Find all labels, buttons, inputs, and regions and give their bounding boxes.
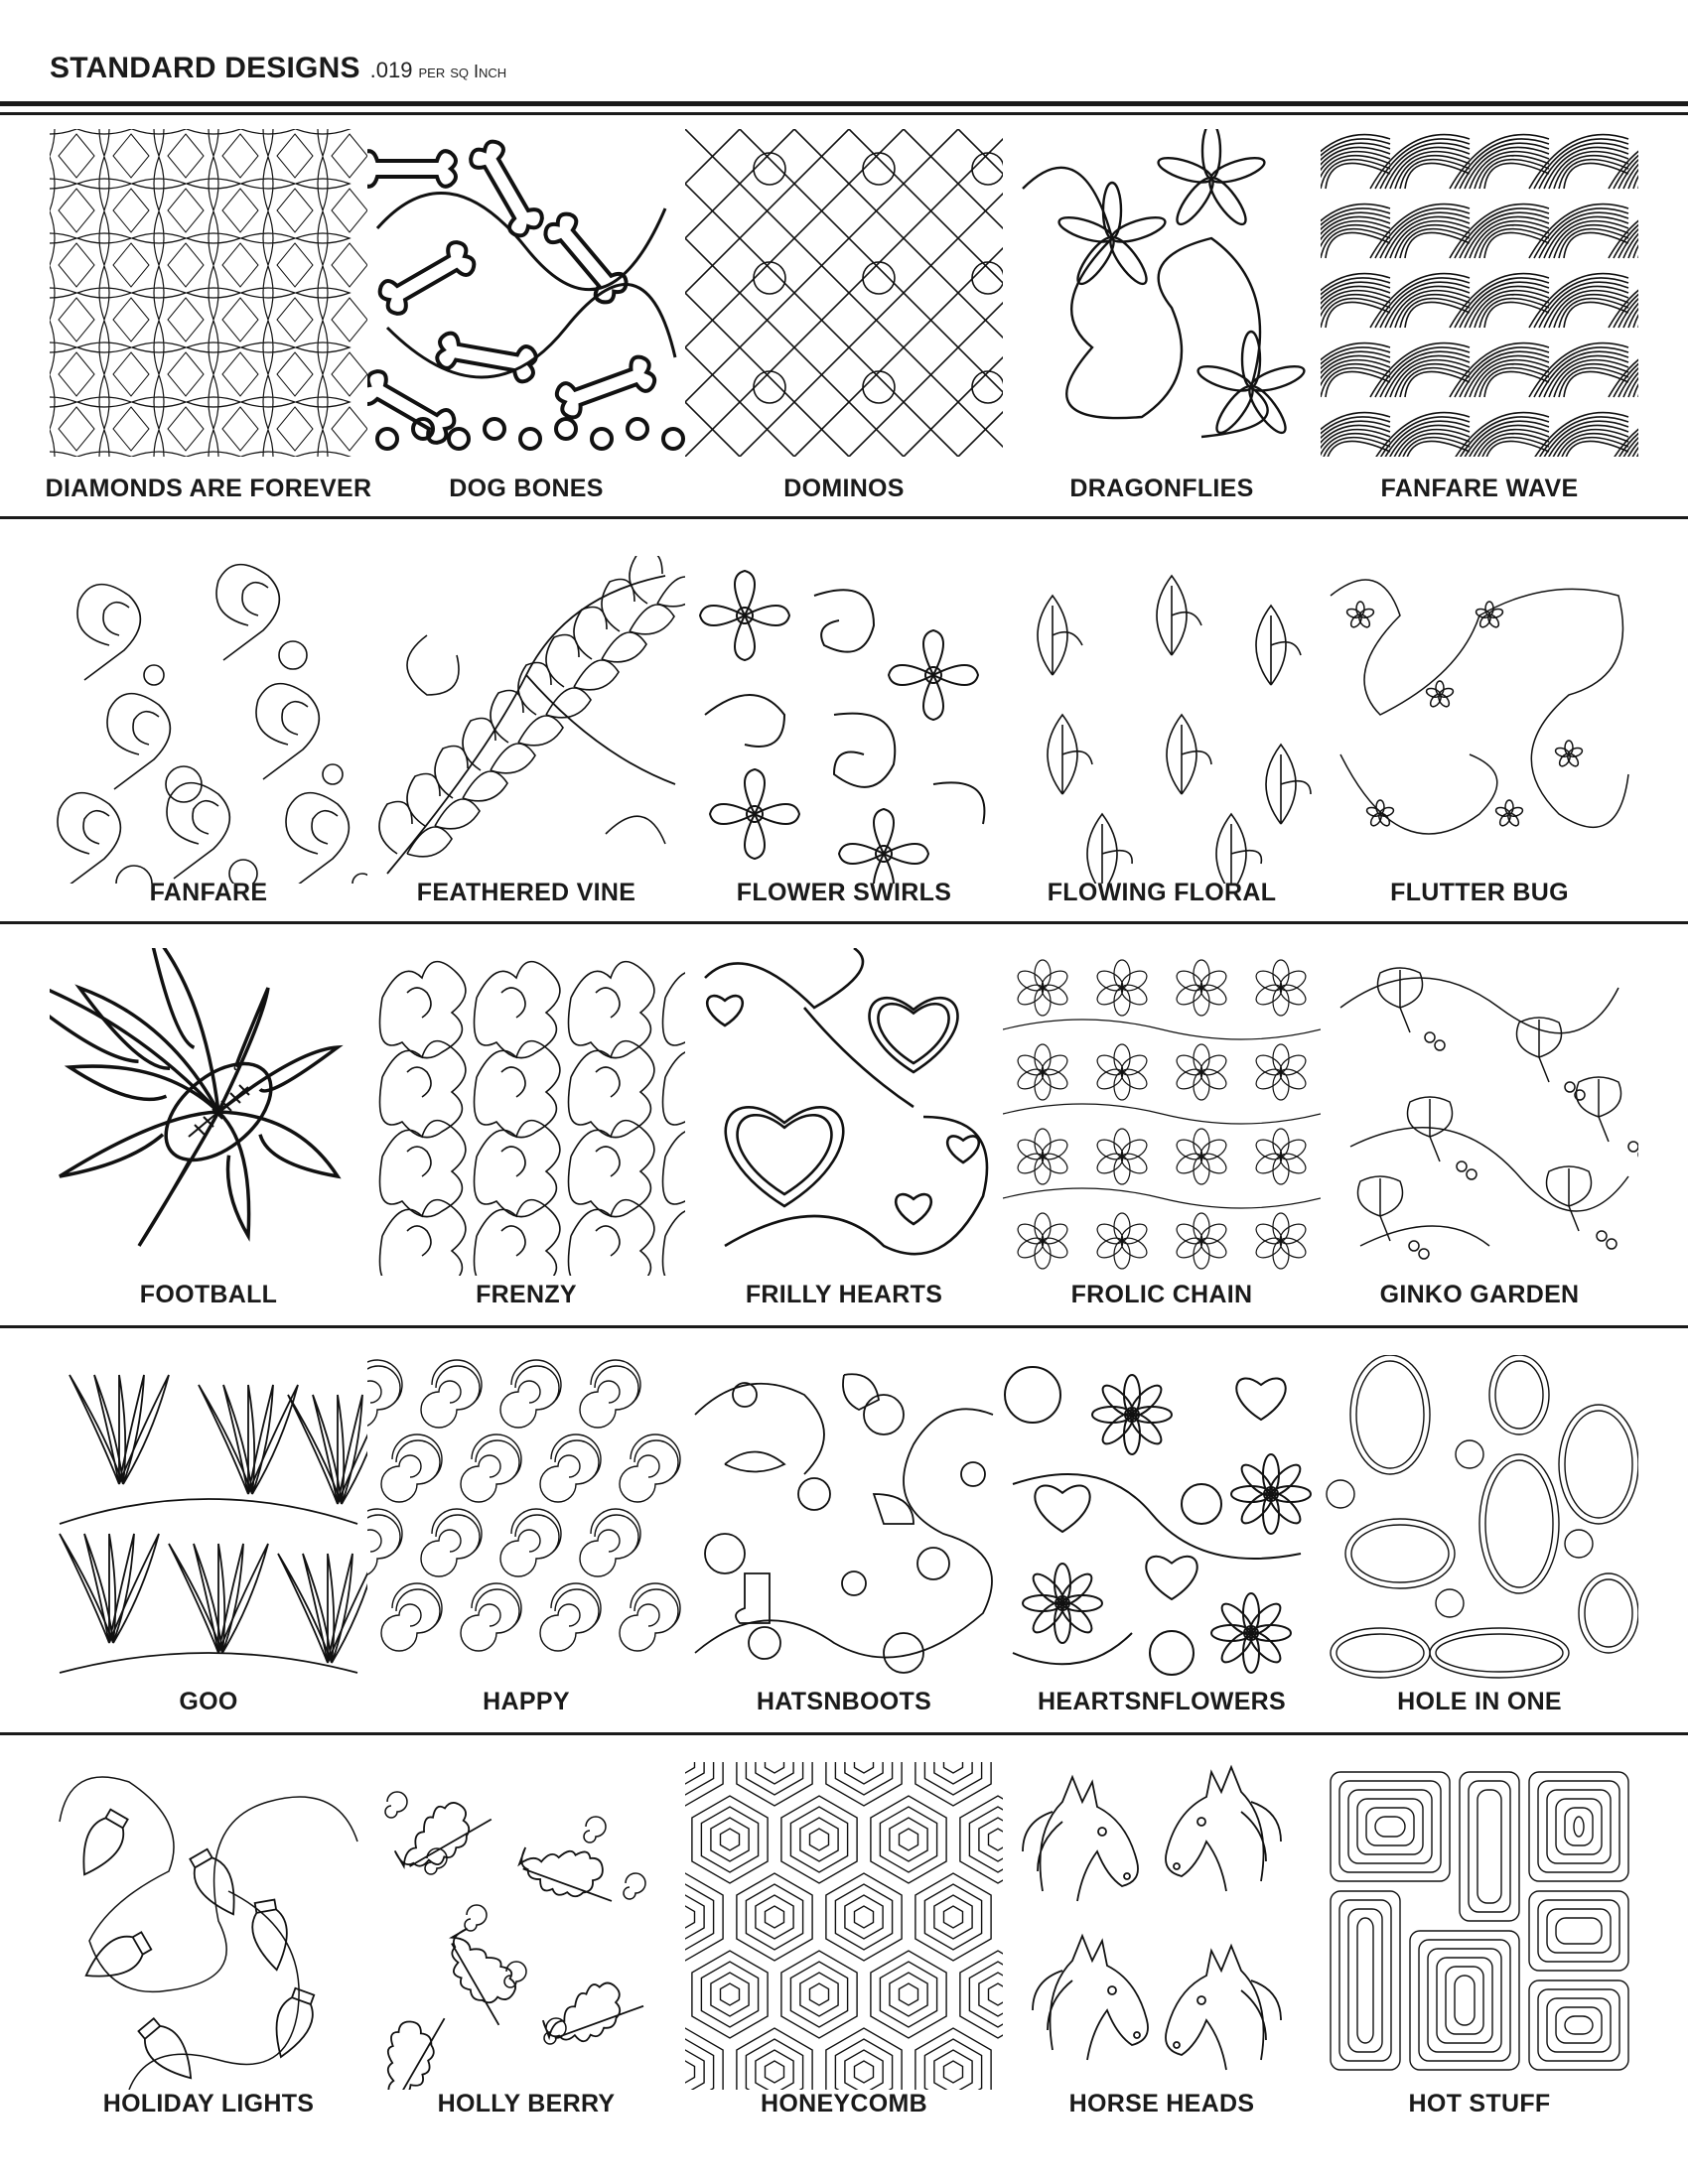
design-pattern-image — [367, 129, 685, 457]
design-name-label: FRILLY HEARTS — [745, 1281, 943, 1308]
page-header — [50, 52, 506, 91]
design-name-label: DRAGONFLIES — [1069, 475, 1254, 502]
design-pattern-image — [50, 129, 367, 457]
page-title: STANDARD DESIGNS — [50, 52, 360, 84]
design-name-label: HOLLY BERRY — [437, 2090, 616, 2117]
design-pattern-image — [685, 556, 1003, 884]
design-pattern-image — [1321, 129, 1638, 457]
design-pattern-image — [367, 1355, 685, 1683]
design-name-label: FANFARE WAVE — [1380, 475, 1579, 502]
design-pattern-image — [1321, 1355, 1638, 1683]
design-name-label: HOLE IN ONE — [1397, 1688, 1562, 1715]
design-pattern-image — [367, 1762, 685, 2090]
design-pattern-image — [1003, 948, 1321, 1276]
design-pattern-image — [50, 948, 367, 1276]
design-name-label: HAPPY — [483, 1688, 570, 1715]
design-name-label: FOOTBALL — [139, 1281, 278, 1308]
design-name-label: FRENZY — [476, 1281, 577, 1308]
design-name-label: HATSNBOOTS — [756, 1688, 932, 1715]
row-divider — [0, 921, 1688, 924]
design-pattern-image — [1003, 129, 1321, 457]
header-rule-thick — [0, 101, 1688, 106]
design-pattern-image — [1003, 556, 1321, 884]
row-divider — [0, 1325, 1688, 1328]
design-name-label: HOT STUFF — [1408, 2090, 1551, 2117]
design-pattern-image — [50, 1355, 367, 1683]
design-pattern-image — [50, 1762, 367, 2090]
design-name-label: GOO — [179, 1688, 238, 1715]
design-name-label: FLUTTER BUG — [1390, 879, 1569, 906]
header-rule-thin — [0, 112, 1688, 115]
design-name-label: FLOWING FLORAL — [1047, 879, 1277, 906]
design-name-label: HOLIDAY LIGHTS — [102, 2090, 315, 2117]
design-pattern-image — [367, 556, 685, 884]
design-pattern-image — [1321, 948, 1638, 1276]
design-name-label: DIAMONDS ARE FOREVER — [45, 475, 372, 502]
design-pattern-image — [685, 948, 1003, 1276]
design-pattern-image — [685, 129, 1003, 457]
design-name-label: HEARTSNFLOWERS — [1037, 1688, 1287, 1715]
price-value: .019 — [369, 58, 413, 82]
design-name-label: HONEYCOMB — [761, 2090, 927, 2117]
design-pattern-image — [685, 1355, 1003, 1683]
design-pattern-image — [367, 948, 685, 1276]
design-name-label: FANFARE — [149, 879, 268, 906]
design-pattern-image — [1003, 1355, 1321, 1683]
design-pattern-image — [685, 1762, 1003, 2090]
design-name-label: DOMINOS — [783, 475, 905, 502]
design-pattern-image — [1321, 1762, 1638, 2090]
design-name-label: HORSE HEADS — [1068, 2090, 1255, 2117]
design-name-label: FLOWER SWIRLS — [736, 879, 952, 906]
design-name-label: DOG BONES — [449, 475, 604, 502]
design-name-label: FEATHERED VINE — [416, 879, 636, 906]
design-pattern-image — [1003, 1762, 1321, 2090]
design-pattern-image — [1321, 556, 1638, 884]
design-name-label: FROLIC CHAIN — [1070, 1281, 1253, 1308]
row-divider — [0, 1732, 1688, 1735]
row-divider — [0, 516, 1688, 519]
price-unit: per sq Inch — [418, 62, 507, 81]
design-name-label: GINKO GARDEN — [1379, 1281, 1580, 1308]
design-pattern-image — [50, 556, 367, 884]
